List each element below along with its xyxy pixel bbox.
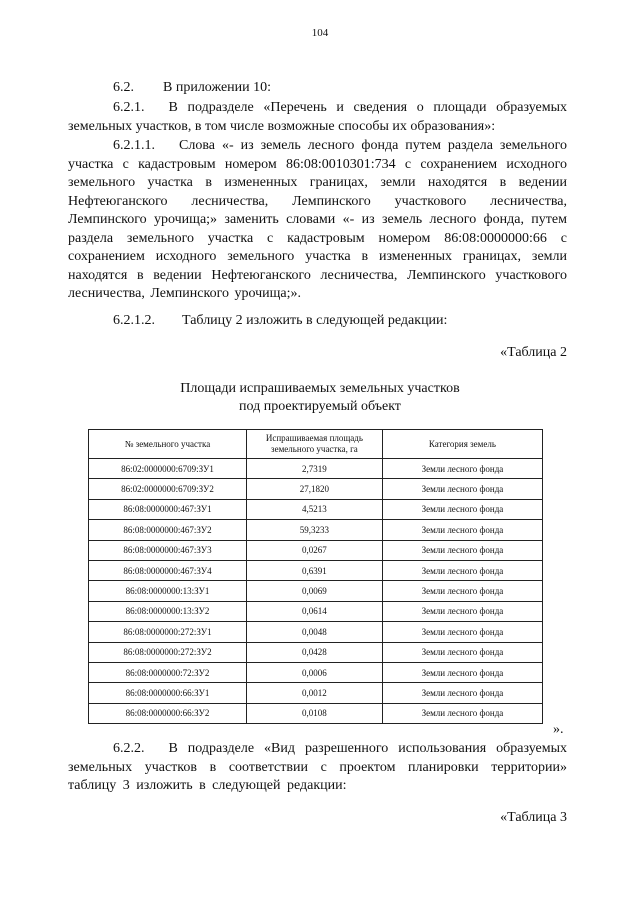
section-text: Слова «- из земель лесного фонда путем раздела земельного участка с кадастровым номером 86:08:0010301:734 с сохранением исходного земельного участка в измененных границах, земли находятся в ведении Нефтеюганского лесничества, Лемпинского участкового лесничества, Лемпинского урочища;» заменить словами «- из земель лесного фонда, путем раздела земельного участка с кадастровым номером 86:08:0000000:66 с сохранением исходного земельного участка в измененных границах, земли находятся в ведении Нефтеюганского лесничества, Лемпинского участкового лесничества, Лемпинского урочища;». xyxy=(68,138,567,301)
cell-category: Земли лесного фонда xyxy=(382,622,542,642)
column-header-plot-number: № земельного участка xyxy=(89,430,247,459)
section-text: В подразделе «Вид разрешенного использования образуемых земельных участков в соответствии с проектом планировки территории» таблицу 3 изложить в следующей редакции: xyxy=(68,741,567,793)
cell-category: Земли лесного фонда xyxy=(382,683,542,703)
cell-category: Земли лесного фонда xyxy=(382,459,542,479)
cell-plot-number: 86:08:0000000:272:ЗУ1 xyxy=(89,622,247,642)
cell-area: 0,0428 xyxy=(247,642,383,662)
cell-plot-number: 86:08:0000000:72:ЗУ2 xyxy=(89,662,247,682)
section-6-2-1 xyxy=(68,99,567,136)
section-text: Таблицу 2 изложить в следующей редакции: xyxy=(182,313,448,328)
cell-plot-number: 86:08:0000000:467:ЗУ4 xyxy=(89,560,247,580)
cell-area: 59,3233 xyxy=(247,520,383,540)
section-6-2-1-2 xyxy=(113,312,447,330)
cell-plot-number: 86:02:0000000:6709:ЗУ1 xyxy=(89,459,247,479)
cell-plot-number: 86:08:0000000:272:ЗУ2 xyxy=(89,642,247,662)
table-row xyxy=(89,622,543,642)
table-2-closing-quote: ». xyxy=(553,722,564,737)
table-row xyxy=(89,540,543,560)
section-number: 6.2.2. xyxy=(113,741,145,756)
table-row xyxy=(89,479,543,499)
table-row xyxy=(89,499,543,519)
cell-category: Земли лесного фонда xyxy=(382,642,542,662)
cell-plot-number: 86:08:0000000:467:ЗУ1 xyxy=(89,499,247,519)
section-number: 6.2. xyxy=(113,80,134,95)
table-row xyxy=(89,560,543,580)
cell-category: Земли лесного фонда xyxy=(382,499,542,519)
cell-category: Земли лесного фонда xyxy=(382,581,542,601)
table-2-subtitle: под проектируемый объект xyxy=(239,399,401,414)
cell-category: Земли лесного фонда xyxy=(382,601,542,621)
cell-plot-number: 86:08:0000000:66:ЗУ2 xyxy=(89,703,247,723)
cell-area: 4,5213 xyxy=(247,499,383,519)
page-number: 104 xyxy=(311,27,329,39)
cell-area: 0,0012 xyxy=(247,683,383,703)
cell-category: Земли лесного фонда xyxy=(382,560,542,580)
section-text: В подразделе «Перечень и сведения о площади образуемых земельных участков, в том числе возможные способы их образования»: xyxy=(68,100,567,134)
table-row xyxy=(89,520,543,540)
land-plots-table xyxy=(88,429,543,724)
column-header-category: Категория земель xyxy=(382,430,542,459)
table-header-row xyxy=(89,430,543,459)
table-row xyxy=(89,703,543,723)
section-number: 6.2.1.1. xyxy=(113,138,155,153)
cell-area: 2,7319 xyxy=(247,459,383,479)
cell-plot-number: 86:08:0000000:13:ЗУ2 xyxy=(89,601,247,621)
cell-plot-number: 86:02:0000000:6709:ЗУ2 xyxy=(89,479,247,499)
section-6-2 xyxy=(113,79,271,97)
cell-area: 0,0108 xyxy=(247,703,383,723)
cell-area: 0,0048 xyxy=(247,622,383,642)
cell-area: 0,0069 xyxy=(247,581,383,601)
cell-category: Земли лесного фонда xyxy=(382,662,542,682)
cell-plot-number: 86:08:0000000:66:ЗУ1 xyxy=(89,683,247,703)
section-6-2-2 xyxy=(68,740,567,796)
table-row xyxy=(89,662,543,682)
section-number: 6.2.1.2. xyxy=(113,313,155,328)
table-3-label: «Таблица 3 xyxy=(500,810,567,825)
table-body xyxy=(89,459,543,724)
table-2-label: «Таблица 2 xyxy=(500,345,567,360)
column-header-area: Испрашиваемая площадь земельного участка, га xyxy=(247,430,383,459)
cell-category: Земли лесного фонда xyxy=(382,479,542,499)
section-number: 6.2.1. xyxy=(113,100,145,115)
cell-plot-number: 86:08:0000000:467:ЗУ3 xyxy=(89,540,247,560)
table-row xyxy=(89,642,543,662)
cell-category: Земли лесного фонда xyxy=(382,703,542,723)
table-row xyxy=(89,683,543,703)
section-6-2-1-1 xyxy=(68,137,567,304)
table-row xyxy=(89,581,543,601)
table-row xyxy=(89,459,543,479)
table-2-title: Площади испрашиваемых земельных участков xyxy=(180,381,460,396)
section-text: В приложении 10: xyxy=(163,80,272,95)
cell-area: 0,0006 xyxy=(247,662,383,682)
cell-area: 0,0267 xyxy=(247,540,383,560)
cell-area: 27,1820 xyxy=(247,479,383,499)
cell-plot-number: 86:08:0000000:467:ЗУ2 xyxy=(89,520,247,540)
table-row xyxy=(89,601,543,621)
cell-category: Земли лесного фонда xyxy=(382,520,542,540)
cell-category: Земли лесного фонда xyxy=(382,540,542,560)
cell-area: 0,6391 xyxy=(247,560,383,580)
cell-area: 0,0614 xyxy=(247,601,383,621)
cell-plot-number: 86:08:0000000:13:ЗУ1 xyxy=(89,581,247,601)
